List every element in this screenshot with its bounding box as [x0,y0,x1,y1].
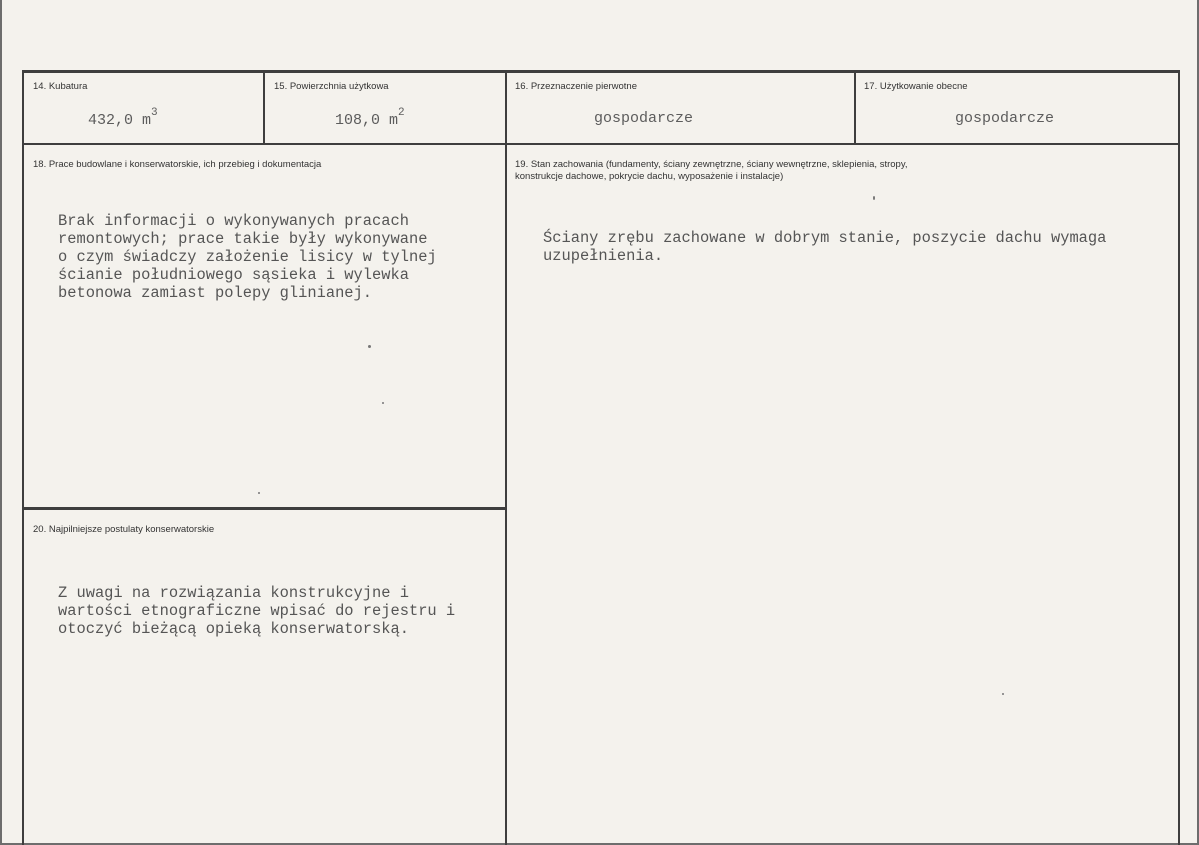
field-14-label: 14. Kubatura [33,81,88,92]
field-18-label: 18. Prace budowlane i konserwatorskie, ich przebieg i dokumentacja [33,159,322,170]
divider-14-15 [263,70,265,144]
field-20-label: 20. Najpilniejsze postulaty konserwatorskie [33,524,215,535]
divider-16-17 [854,70,856,144]
field-19-label-line1: 19. Stan zachowania (fundamenty, ściany zewnętrzne, ściany wewnętrzne, sklepienia, stropy, [515,159,908,170]
field-17-value: gospodarcze [955,110,1055,127]
field-19-label-line2: konstrukcje dachowe, pokrycie dachu, wyposażenie i instalacje) [515,171,784,182]
left-frame [22,70,24,845]
field-14-number: 432,0 m [88,112,152,129]
field-15-number: 108,0 m [335,112,399,129]
field-14-value [88,107,158,129]
divider-main [505,70,507,845]
field-20-text: Z uwagi na rozwiązania konstrukcyjne i wartości etnograficzne wpisać do rejestru i otoczyć bieżącą opieką konserwatorską. [58,584,456,638]
top-rule [22,70,1179,73]
ink-speck [382,402,384,404]
ink-speck [1002,693,1004,695]
field-14-unit-exponent: 3 [151,107,158,119]
field-15-unit-exponent: 2 [398,107,405,119]
field-15-value [335,107,405,129]
header-row-rule [22,143,1179,145]
field-17-label: 17. Użytkowanie obecne [864,81,968,92]
section-20-rule [22,507,506,510]
ink-speck [258,492,260,494]
right-frame [1178,70,1180,845]
field-19-text: Ściany zrębu zachowane w dobrym stanie, poszycie dachu wymaga uzupełnienia. [543,229,1107,265]
field-18-text: Brak informacji o wykonywanych pracach remontowych; prace takie były wykonywane o czym świadczy założenie lisicy w tylnej ścianie południowego sąsieka i wylewka betonowa zamiast polepy glinianej. [58,212,437,302]
field-16-value: gospodarcze [594,110,694,127]
ink-speck [873,196,875,200]
field-15-label: 15. Powierzchnia użytkowa [274,81,389,92]
field-16-label: 16. Przeznaczenie pierwotne [515,81,637,92]
ink-speck [368,345,371,348]
